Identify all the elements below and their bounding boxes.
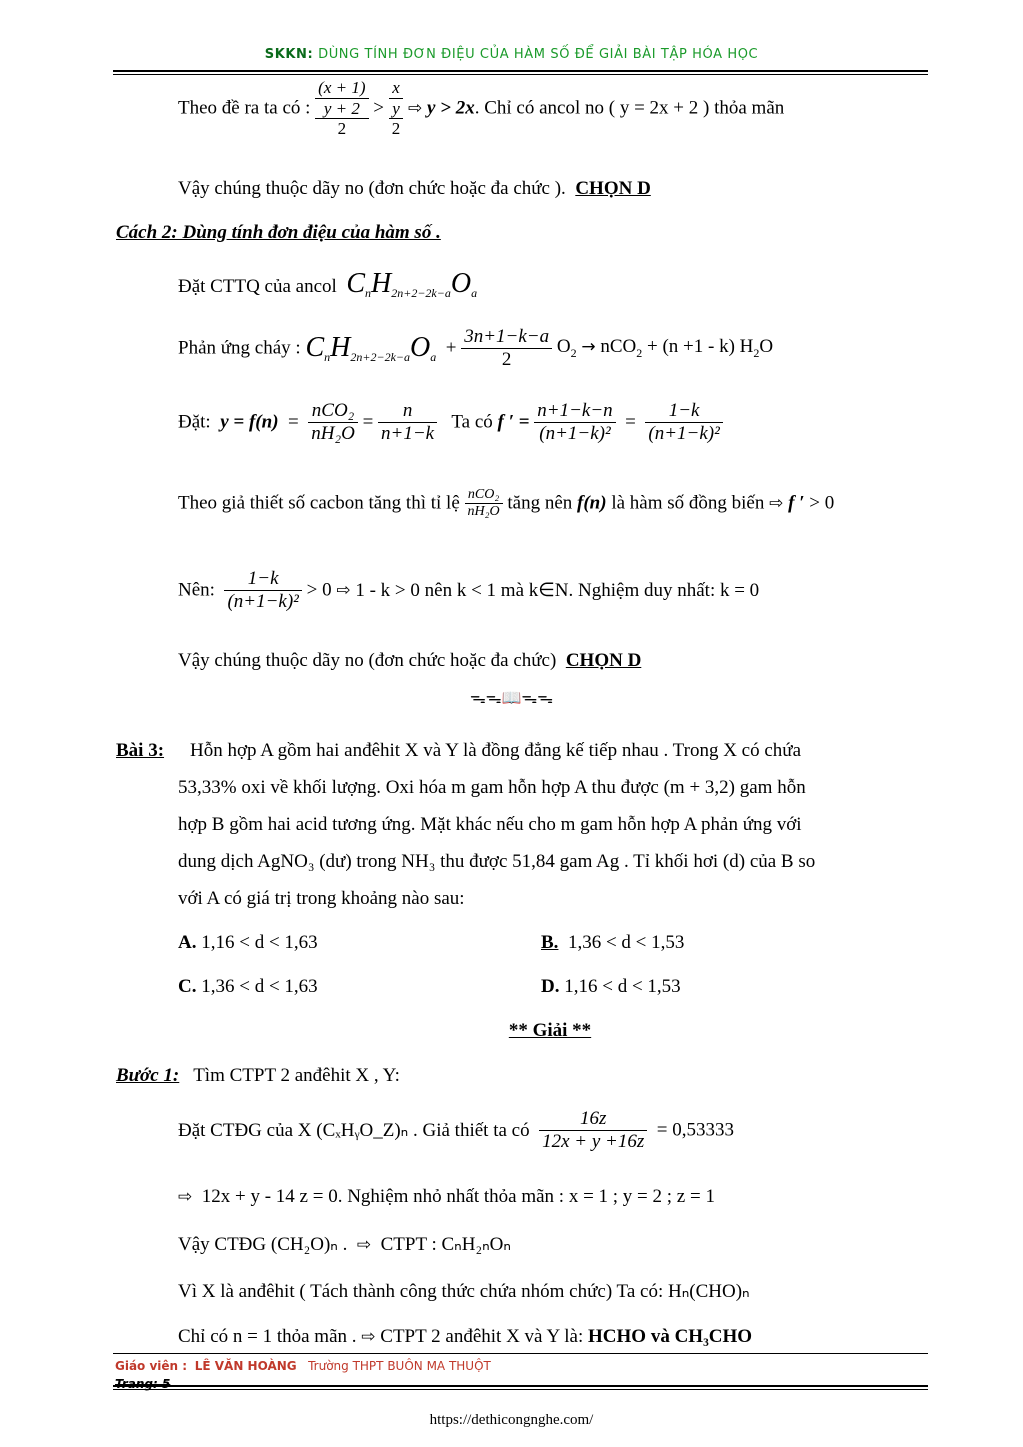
arrow-icon: ⇨ bbox=[336, 580, 351, 601]
source-url: https://dethicongnghe.com/ bbox=[429, 1412, 594, 1428]
fraction-left: (x + 1) y + 2 2 bbox=[315, 78, 368, 139]
header-title: DÙNG TÍNH ĐƠN ĐIỆU CỦA HÀM SỐ ĐỂ GIẢI BÀI TẬP HÓA HỌC bbox=[318, 47, 759, 62]
line-dat-ctdg: Đặt CTĐG của X (CₓHᵧO_Z)ₙ . Giả thiết ta có $\frac{16z}{12x + y +16z}$ = 0,53333 bbox=[178, 1108, 734, 1152]
line-dat-y: Đặt: y = f(n) = $\frac{\text{nCO₂}}{\text{nH₂O}}$ = $\frac{n}{n+1-k}$ Ta có f ′ = $\frac{n+1-k-n}{\text{(n+1−k)²}}$ = $\frac{1-k}{\text{(n+1−k)²}}$ bbox=[178, 400, 723, 445]
bai-3-line-1: Hỗn hợp A gồm hai anđêhit X và Y là đồng đẳng kế tiếp nhau . Trong X có chứa bbox=[190, 740, 802, 761]
header-rule bbox=[113, 70, 928, 72]
choice-d: CHỌN D bbox=[575, 178, 651, 199]
line-theo-de: Theo đề ra ta có : (x + 1) y + 2 2 > x y 2 ⇨ y > 2x. Chỉ có ancol no ( y = 2x + 2 ) thỏa mãn bbox=[178, 78, 785, 139]
option-d: D. 1,16 < d < 1,53 bbox=[541, 976, 681, 997]
footer-rule-thin bbox=[113, 1389, 928, 1390]
fraction-right: x y 2 bbox=[389, 78, 404, 139]
line-vay-1: Vậy chúng thuộc dãy no (đơn chức hoặc đa chức ). CHỌN D bbox=[178, 178, 651, 199]
footer-rule-top bbox=[113, 1353, 928, 1354]
line-vay-ctdg: Vậy CTĐG (CH₂O)ₙ . ⇨ CTPT : CₙH₂ₙOₙ bbox=[178, 1234, 511, 1255]
line-dat-cttq: Đặt CTTQ của ancol $C_nH_{2n+2-2k-a}O_a$ bbox=[178, 268, 478, 300]
header-rule-thin bbox=[113, 74, 928, 75]
arrow-icon: ⇨ bbox=[178, 1187, 193, 1207]
bai-3-label: Bài 3: bbox=[116, 740, 165, 761]
arrow-icon: ⇨ bbox=[361, 1327, 376, 1347]
option-a: A. 1,16 < d < 1,63 bbox=[178, 932, 318, 953]
choice-d: CHỌN D bbox=[565, 650, 642, 671]
text: Theo đề ra ta có : bbox=[178, 97, 311, 119]
ornament-divider: ᯓᯓ📖ᯓᯓ bbox=[469, 688, 554, 707]
arrow-icon: ⇨ bbox=[769, 493, 784, 514]
heading-cach-2: Cách 2: Dùng tính đơn điệu của hàm số . bbox=[116, 222, 441, 243]
fraction-o2: $\frac{3n+1-k-a}{2}$ bbox=[461, 326, 552, 371]
line-chi-co: Chỉ có n = 1 thỏa mãn . ⇨ CTPT 2 anđêhit X và Y là: HCHO và CH₃CHO bbox=[178, 1326, 753, 1347]
footer-rule bbox=[113, 1385, 928, 1387]
line-nen: Nên: $\frac{1-k}{\text{(n+1−k)²}}$ > 0 ⇨ 1 - k > 0 nên k < 1 mà k∈N. Nghiệm duy nhất: k = 0 bbox=[178, 568, 760, 612]
line-vay-2: Vậy chúng thuộc dãy no (đơn chức hoặc đa chức) CHỌN D bbox=[178, 650, 642, 671]
line-theo-gia-thiet: Theo giả thiết số cacbon tăng thì tỉ lệ $\frac{\text{nCO₂}}{\text{nH₂O}}$ tăng nên f(n) là hàm số đồng biến ⇨ f ′ > 0 bbox=[178, 487, 835, 520]
line-phan-ung-chay: Phản ứng cháy : $C_nH_{2n+2-2k-a}O_a$ + $\frac{3n+1-k-a}{2}$ $O_2 \to nCO_2 + (n +1 - k)$ $H_2O$ bbox=[178, 326, 774, 370]
option-c: C. 1,36 < d < 1,63 bbox=[178, 976, 318, 997]
buoc-1: Bước 1: Tìm CTPT 2 anđêhit X , Y: bbox=[116, 1065, 400, 1086]
page-header bbox=[0, 47, 1023, 62]
bai-3-line-2: 53,33% oxi về khối lượng. Oxi hóa m gam hỗn hợp A thu được (m + 3,2) gam hỗn bbox=[178, 777, 806, 798]
arrow-icon: ⇨ bbox=[356, 1235, 372, 1255]
reaction-arrow-icon: → bbox=[581, 336, 596, 357]
header-skkn: SKKN: bbox=[264, 47, 314, 62]
bai-3-line-3: hợp B gồm hai acid tương ứng. Mặt khác nếu cho m gam hỗn hợp A phản ứng với bbox=[178, 814, 802, 835]
option-b: B. 1,36 < d < 1,53 bbox=[541, 932, 685, 953]
bai-3-line-5: với A có giá trị trong khoảng nào sau: bbox=[178, 888, 465, 909]
giai-heading: ** Giải ** bbox=[508, 1020, 592, 1041]
line-12x: ⇨ 12x + y - 14 z = 0. Nghiệm nhỏ nhất thỏa mãn : x = 1 ; y = 2 ; z = 1 bbox=[178, 1186, 715, 1207]
footer-page: Trang: 5 bbox=[115, 1377, 171, 1391]
line-vi-x: Vì X là anđêhit ( Tách thành công thức chứa nhóm chức) Ta có: Hₙ(CHO)ₙ bbox=[178, 1281, 750, 1302]
arrow-icon: ⇨ bbox=[407, 98, 423, 119]
footer-teacher: Giáo viên : LÊ VĂN HOÀNG Trường THPT BUÔN MA THUỘT bbox=[115, 1359, 491, 1373]
bai-3-line-4: dung dịch AgNO₃ (dư) trong NH₃ thu được 51,84 gam Ag . Tỉ khối hơi (d) của B so bbox=[178, 851, 816, 872]
